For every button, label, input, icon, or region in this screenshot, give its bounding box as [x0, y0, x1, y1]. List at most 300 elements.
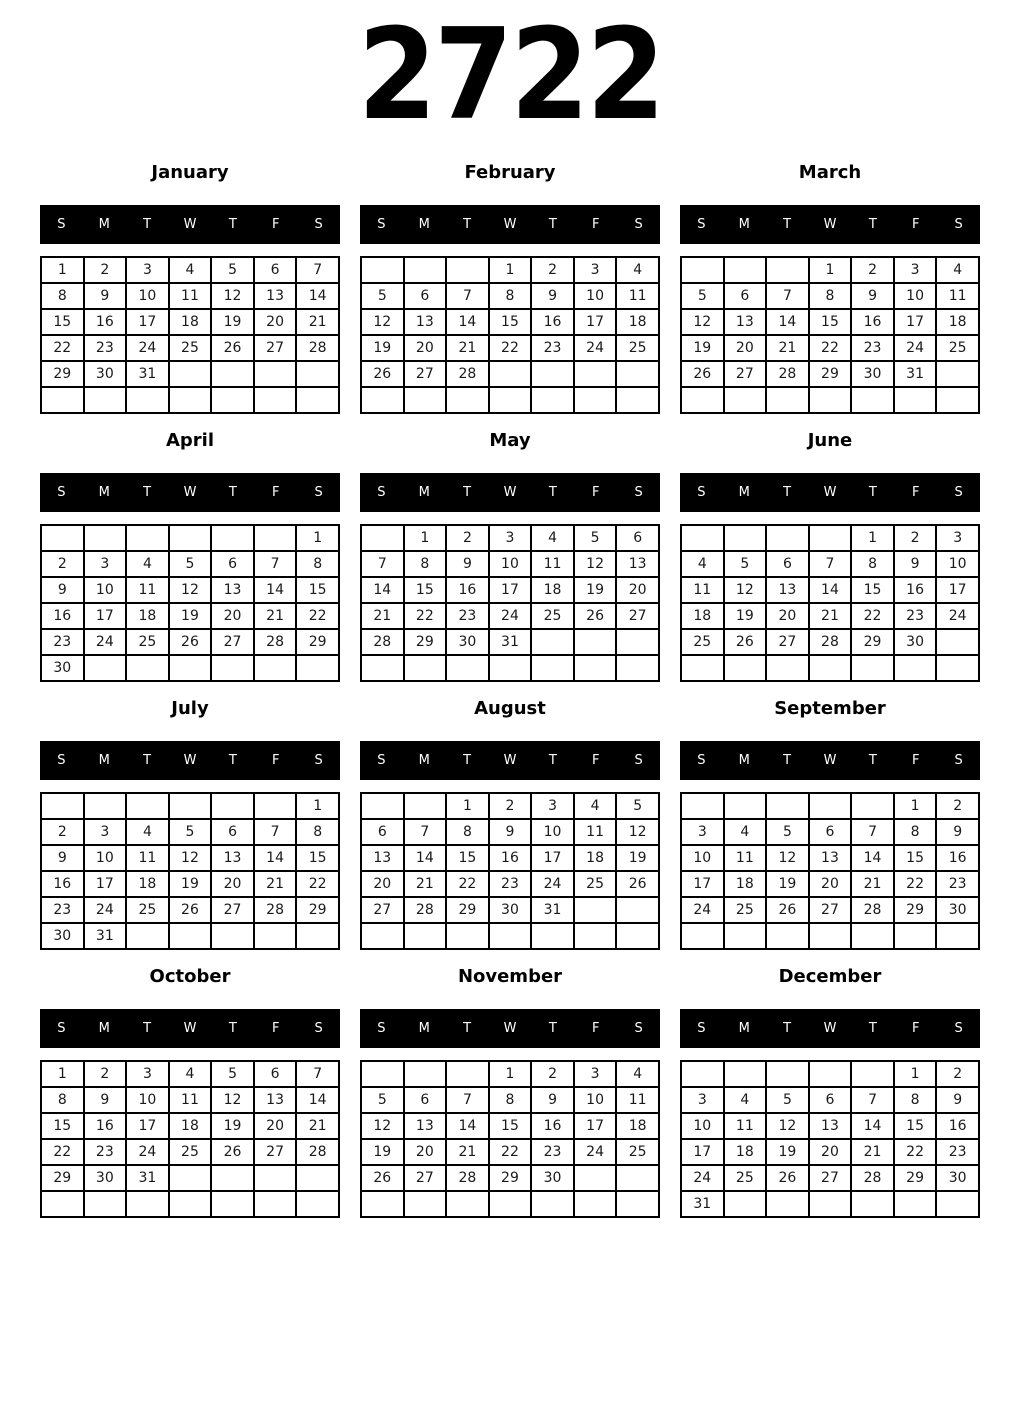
week-row	[361, 923, 659, 949]
day-cell: 25	[724, 1165, 767, 1191]
day-cell: 12	[169, 845, 212, 871]
day-cell	[404, 1061, 447, 1087]
day-cell: 18	[531, 577, 574, 603]
day-cell: 12	[169, 577, 212, 603]
week-row	[681, 871, 979, 897]
week-row	[41, 897, 339, 923]
week-row	[41, 1191, 339, 1217]
week-row	[681, 309, 979, 335]
day-cell: 29	[296, 629, 339, 655]
day-cell: 7	[851, 819, 894, 845]
day-cell	[41, 793, 84, 819]
day-of-week-label: S	[697, 753, 706, 768]
day-cell: 13	[254, 283, 297, 309]
day-cell: 3	[574, 257, 617, 283]
week-row	[681, 1061, 979, 1087]
day-of-week-label: M	[98, 485, 110, 500]
day-cell: 26	[681, 361, 724, 387]
day-cell: 17	[489, 577, 532, 603]
day-cell: 6	[616, 525, 659, 551]
day-cell	[169, 361, 212, 387]
day-cell	[574, 897, 617, 923]
day-cell: 6	[766, 551, 809, 577]
day-cell	[404, 655, 447, 681]
day-cell: 25	[616, 335, 659, 361]
day-cell: 13	[809, 845, 852, 871]
day-of-week-label: S	[697, 217, 706, 232]
week-row	[361, 361, 659, 387]
day-cell: 12	[361, 309, 404, 335]
day-cell	[404, 387, 447, 413]
dow-bar	[40, 473, 340, 512]
day-of-week-label: F	[271, 1021, 280, 1036]
day-cell	[211, 1191, 254, 1217]
day-cell	[724, 1061, 767, 1087]
day-cell: 15	[489, 1113, 532, 1139]
day-cell	[404, 1191, 447, 1217]
day-cell: 25	[574, 871, 617, 897]
day-cell	[724, 257, 767, 283]
day-cell: 30	[446, 629, 489, 655]
day-of-week-label: M	[418, 753, 430, 768]
day-cell: 15	[489, 309, 532, 335]
week-row	[41, 655, 339, 681]
week-row	[41, 845, 339, 871]
week-row	[681, 923, 979, 949]
day-cell: 24	[574, 335, 617, 361]
day-cell: 19	[766, 871, 809, 897]
week-row	[361, 1165, 659, 1191]
day-cell	[126, 525, 169, 551]
day-cell	[936, 361, 979, 387]
week-row	[41, 923, 339, 949]
day-cell: 1	[296, 525, 339, 551]
day-cell: 10	[681, 1113, 724, 1139]
day-cell: 1	[489, 257, 532, 283]
day-cell: 24	[681, 897, 724, 923]
day-cell: 8	[489, 1087, 532, 1113]
day-cell	[724, 1191, 767, 1217]
day-cell: 5	[211, 1061, 254, 1087]
day-cell	[361, 923, 404, 949]
day-cell	[126, 655, 169, 681]
day-cell	[84, 387, 127, 413]
day-cell: 1	[489, 1061, 532, 1087]
calendar-grid	[0, 150, 1020, 1218]
day-cell: 27	[724, 361, 767, 387]
day-cell: 26	[211, 335, 254, 361]
day-cell: 18	[724, 871, 767, 897]
day-cell: 18	[169, 1113, 212, 1139]
day-of-week-label: S	[954, 485, 963, 500]
day-cell: 26	[616, 871, 659, 897]
day-cell	[681, 655, 724, 681]
day-cell	[616, 1165, 659, 1191]
day-cell: 8	[404, 551, 447, 577]
day-cell: 11	[616, 1087, 659, 1113]
week-row	[41, 577, 339, 603]
day-cell: 23	[851, 335, 894, 361]
day-cell: 23	[84, 1139, 127, 1165]
month-block	[40, 693, 340, 950]
day-cell: 23	[41, 629, 84, 655]
day-cell: 5	[169, 551, 212, 577]
month-title: June	[807, 430, 853, 451]
day-cell: 31	[126, 361, 169, 387]
month-table	[360, 256, 660, 414]
week-row	[361, 1061, 659, 1087]
day-cell	[404, 923, 447, 949]
week-row	[361, 283, 659, 309]
day-cell	[616, 897, 659, 923]
day-cell: 7	[446, 283, 489, 309]
day-of-week-label: T	[548, 1021, 557, 1036]
day-cell	[936, 629, 979, 655]
day-cell: 20	[254, 1113, 297, 1139]
week-row	[41, 283, 339, 309]
week-row	[361, 1139, 659, 1165]
day-cell: 16	[894, 577, 937, 603]
day-cell: 23	[41, 897, 84, 923]
day-cell	[41, 1191, 84, 1217]
day-cell	[446, 1061, 489, 1087]
day-cell: 5	[724, 551, 767, 577]
day-cell: 27	[361, 897, 404, 923]
day-cell: 30	[894, 629, 937, 655]
day-cell: 20	[361, 871, 404, 897]
day-cell: 16	[936, 845, 979, 871]
day-of-week-label: T	[228, 217, 237, 232]
day-cell: 25	[531, 603, 574, 629]
day-cell: 17	[936, 577, 979, 603]
day-cell: 28	[404, 897, 447, 923]
day-cell: 10	[531, 819, 574, 845]
day-cell: 12	[361, 1113, 404, 1139]
day-of-week-label: T	[228, 485, 237, 500]
day-cell	[809, 525, 852, 551]
day-cell: 31	[84, 923, 127, 949]
day-cell: 21	[361, 603, 404, 629]
day-of-week-label: W	[823, 217, 837, 232]
day-cell: 19	[681, 335, 724, 361]
month-table	[40, 792, 340, 950]
day-cell: 5	[211, 257, 254, 283]
day-of-week-label: M	[418, 217, 430, 232]
day-cell: 2	[531, 257, 574, 283]
month-title: September	[774, 698, 886, 719]
day-of-week-label: T	[463, 753, 472, 768]
day-cell: 2	[936, 793, 979, 819]
week-row	[681, 1165, 979, 1191]
week-row	[361, 629, 659, 655]
day-cell: 22	[41, 1139, 84, 1165]
day-of-week-label: M	[98, 1021, 110, 1036]
day-cell	[531, 1191, 574, 1217]
week-row	[41, 387, 339, 413]
day-cell: 23	[894, 603, 937, 629]
day-cell: 9	[41, 577, 84, 603]
day-cell: 4	[126, 551, 169, 577]
day-cell: 19	[361, 335, 404, 361]
week-row	[41, 1087, 339, 1113]
month-table	[360, 524, 660, 682]
day-cell	[766, 793, 809, 819]
month-table	[680, 256, 980, 414]
month-block	[360, 157, 660, 414]
day-of-week-label: T	[783, 1021, 792, 1036]
day-of-week-label: S	[634, 1021, 643, 1036]
day-cell	[531, 923, 574, 949]
day-cell: 3	[574, 1061, 617, 1087]
day-cell: 22	[894, 1139, 937, 1165]
day-cell: 11	[169, 1087, 212, 1113]
day-cell: 20	[616, 577, 659, 603]
day-cell: 11	[681, 577, 724, 603]
day-cell: 21	[296, 309, 339, 335]
day-cell	[616, 387, 659, 413]
day-cell: 27	[404, 361, 447, 387]
day-cell: 2	[489, 793, 532, 819]
day-of-week-label: T	[143, 753, 152, 768]
day-of-week-label: W	[183, 753, 197, 768]
day-cell: 13	[404, 309, 447, 335]
day-cell	[296, 1165, 339, 1191]
day-of-week-label: T	[143, 1021, 152, 1036]
dow-bar	[360, 741, 660, 780]
day-cell: 25	[936, 335, 979, 361]
day-cell: 22	[851, 603, 894, 629]
day-cell: 7	[361, 551, 404, 577]
day-cell: 7	[296, 257, 339, 283]
day-cell	[169, 1165, 212, 1191]
day-cell: 14	[254, 577, 297, 603]
year-banner	[0, 0, 1020, 150]
day-cell	[211, 1165, 254, 1191]
day-cell: 1	[296, 793, 339, 819]
day-cell: 11	[724, 1113, 767, 1139]
week-row	[681, 1113, 979, 1139]
day-of-week-label: T	[868, 753, 877, 768]
week-row	[41, 1139, 339, 1165]
week-row	[361, 897, 659, 923]
day-cell: 6	[404, 1087, 447, 1113]
day-cell: 21	[254, 603, 297, 629]
day-cell: 10	[574, 283, 617, 309]
week-row	[361, 1113, 659, 1139]
day-of-week-label: T	[463, 485, 472, 500]
month-table	[40, 524, 340, 682]
day-cell	[84, 793, 127, 819]
week-row	[41, 551, 339, 577]
week-row	[681, 603, 979, 629]
day-cell: 22	[489, 335, 532, 361]
day-cell: 7	[296, 1061, 339, 1087]
day-cell: 8	[809, 283, 852, 309]
day-cell	[894, 387, 937, 413]
month-table	[360, 792, 660, 950]
day-cell: 23	[936, 871, 979, 897]
month-block	[680, 157, 980, 414]
day-cell	[894, 655, 937, 681]
day-cell: 24	[681, 1165, 724, 1191]
day-cell: 19	[724, 603, 767, 629]
day-cell: 24	[126, 335, 169, 361]
day-cell: 16	[531, 309, 574, 335]
day-cell: 15	[894, 1113, 937, 1139]
day-of-week-label: S	[634, 753, 643, 768]
day-cell: 17	[681, 871, 724, 897]
day-cell: 2	[894, 525, 937, 551]
day-cell	[489, 923, 532, 949]
day-cell: 7	[446, 1087, 489, 1113]
day-cell: 7	[766, 283, 809, 309]
week-row	[681, 551, 979, 577]
day-cell: 13	[724, 309, 767, 335]
day-cell: 12	[574, 551, 617, 577]
day-cell: 17	[574, 309, 617, 335]
day-cell: 8	[41, 283, 84, 309]
month-block	[40, 157, 340, 414]
day-cell	[681, 1061, 724, 1087]
day-cell: 12	[766, 845, 809, 871]
day-cell: 14	[809, 577, 852, 603]
day-cell: 23	[936, 1139, 979, 1165]
day-cell	[766, 1061, 809, 1087]
day-cell	[254, 1191, 297, 1217]
day-cell	[574, 1165, 617, 1191]
month-title: March	[798, 162, 862, 183]
day-cell: 9	[936, 819, 979, 845]
day-cell: 13	[254, 1087, 297, 1113]
day-cell: 4	[681, 551, 724, 577]
day-cell: 30	[936, 1165, 979, 1191]
day-cell: 4	[724, 819, 767, 845]
day-cell: 25	[126, 629, 169, 655]
day-cell: 5	[766, 1087, 809, 1113]
day-cell	[574, 1191, 617, 1217]
day-cell: 16	[851, 309, 894, 335]
week-row	[361, 525, 659, 551]
day-cell: 5	[574, 525, 617, 551]
day-cell: 17	[126, 309, 169, 335]
day-cell: 15	[296, 845, 339, 871]
day-of-week-label: T	[783, 485, 792, 500]
day-cell: 2	[84, 1061, 127, 1087]
day-of-week-label: T	[783, 217, 792, 232]
day-cell	[41, 525, 84, 551]
day-cell: 18	[724, 1139, 767, 1165]
day-cell: 29	[489, 1165, 532, 1191]
month-table	[680, 1060, 980, 1218]
day-cell	[574, 923, 617, 949]
dow-bar	[680, 741, 980, 780]
month-title: October	[149, 966, 231, 987]
day-cell	[489, 655, 532, 681]
day-cell	[681, 793, 724, 819]
day-cell: 8	[446, 819, 489, 845]
day-cell	[894, 923, 937, 949]
day-cell: 20	[809, 1139, 852, 1165]
year-title: 2722	[357, 1, 663, 148]
day-cell: 4	[616, 257, 659, 283]
day-cell: 19	[169, 603, 212, 629]
day-cell: 7	[254, 551, 297, 577]
day-cell: 28	[296, 335, 339, 361]
day-cell: 6	[809, 1087, 852, 1113]
day-cell: 14	[361, 577, 404, 603]
day-cell: 29	[809, 361, 852, 387]
dow-bar	[40, 741, 340, 780]
day-cell: 10	[894, 283, 937, 309]
month-block	[40, 425, 340, 682]
day-cell: 15	[446, 845, 489, 871]
day-cell: 12	[616, 819, 659, 845]
day-cell: 11	[531, 551, 574, 577]
day-cell: 3	[894, 257, 937, 283]
day-cell: 17	[84, 603, 127, 629]
week-row	[681, 845, 979, 871]
day-cell: 2	[41, 551, 84, 577]
day-of-week-label: S	[57, 217, 66, 232]
week-row	[361, 819, 659, 845]
week-row	[361, 551, 659, 577]
day-cell	[169, 1191, 212, 1217]
day-cell	[851, 655, 894, 681]
day-cell: 18	[936, 309, 979, 335]
day-of-week-label: M	[98, 753, 110, 768]
day-cell: 26	[724, 629, 767, 655]
day-cell: 15	[809, 309, 852, 335]
day-cell	[809, 1191, 852, 1217]
day-cell: 24	[894, 335, 937, 361]
day-cell: 9	[84, 283, 127, 309]
day-cell: 28	[254, 629, 297, 655]
day-cell: 5	[681, 283, 724, 309]
day-cell	[254, 1165, 297, 1191]
day-cell: 18	[126, 871, 169, 897]
day-cell	[936, 1191, 979, 1217]
day-of-week-label: S	[954, 753, 963, 768]
day-of-week-label: F	[911, 485, 920, 500]
week-row	[681, 283, 979, 309]
day-cell: 16	[936, 1113, 979, 1139]
day-cell	[296, 361, 339, 387]
day-of-week-label: T	[228, 753, 237, 768]
day-cell	[724, 923, 767, 949]
day-cell	[41, 387, 84, 413]
day-cell: 10	[84, 577, 127, 603]
day-of-week-label: W	[823, 1021, 837, 1036]
day-cell: 15	[296, 577, 339, 603]
day-cell	[681, 387, 724, 413]
day-cell: 13	[404, 1113, 447, 1139]
day-cell	[766, 655, 809, 681]
day-of-week-label: S	[314, 1021, 323, 1036]
day-cell: 6	[254, 1061, 297, 1087]
day-of-week-label: T	[143, 217, 152, 232]
day-cell: 19	[211, 1113, 254, 1139]
day-of-week-label: S	[57, 753, 66, 768]
day-cell: 2	[41, 819, 84, 845]
day-cell: 17	[894, 309, 937, 335]
day-cell	[169, 793, 212, 819]
day-cell: 25	[169, 1139, 212, 1165]
week-row	[681, 629, 979, 655]
day-cell: 17	[531, 845, 574, 871]
day-cell: 22	[296, 871, 339, 897]
day-cell: 2	[531, 1061, 574, 1087]
day-cell: 6	[211, 819, 254, 845]
